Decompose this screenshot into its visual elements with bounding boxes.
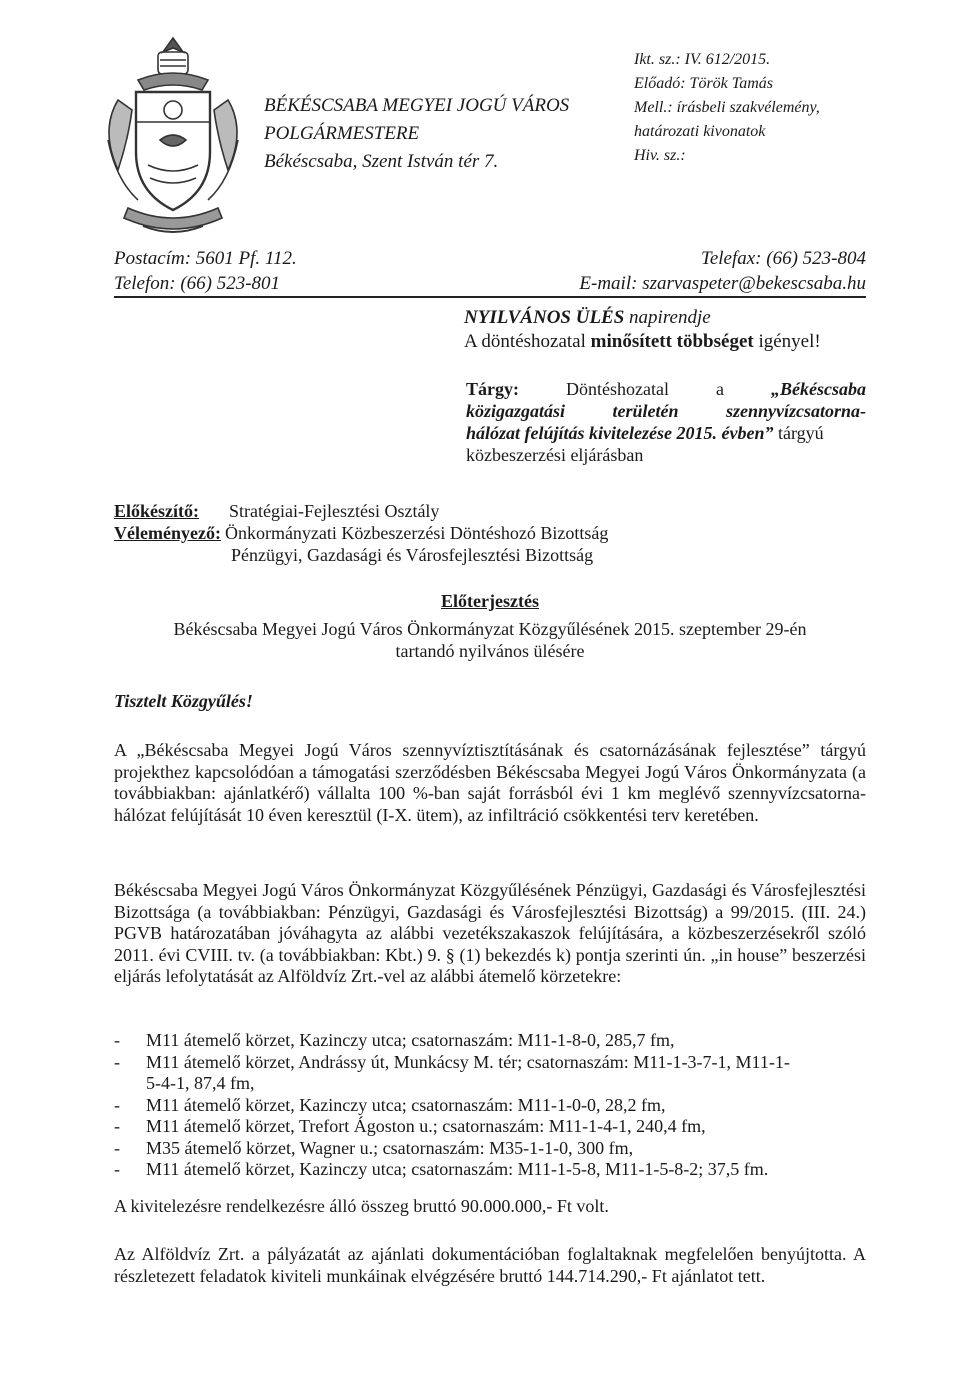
decision-note-pre: A döntéshozatal: [464, 331, 591, 352]
header-divider: [114, 296, 866, 298]
subject-italic: hálózat felújítás kivitelezése 2015. évben”: [466, 423, 774, 443]
subject-word: szennyvízcsatorna-: [725, 401, 866, 421]
preparer-label: Előkészítő:: [114, 501, 199, 521]
list-dash: -: [114, 1116, 120, 1136]
presenter: Előadó: Török Tamás: [634, 75, 773, 92]
list-item: [114, 1116, 866, 1138]
coat-of-arms-emblem: [98, 30, 248, 240]
subject-word: Döntéshozatal: [566, 379, 669, 399]
email-address: E-mail: szarvaspeter@bekescsaba.hu: [579, 273, 866, 294]
attachments: Mell.: írásbeli szakvélemény,: [634, 99, 820, 116]
decision-note-bold: minősített többséget: [590, 331, 754, 352]
paragraph-3: A kivitelezésre rendelkezésre álló összeg bruttó 90.000.000,- Ft volt.: [114, 1196, 609, 1216]
attachments-cont: határozati kivonatok: [634, 123, 766, 140]
list-item-text: M35 átemelő körzet, Wagner u.; csatornaszám: M35-1-1-0, 300 fm,: [146, 1137, 634, 1158]
list-item: [114, 1030, 866, 1052]
fax-number: Telefax: (66) 523-804: [701, 248, 866, 269]
paragraph-1: A „Békéscsaba Megyei Jogú Város szennyvíztisztításának és csatornázásának fejlesztése” tárgyú projekthez kapcsolódóan a támogatási szerződésben Békéscsaba Megyei Jogú Város Önkormányzata (a továbbiakban: ajánlatkérő) vállalta 100 %-ban saját forrásból évi 1 km meglévő szennyvízcsatorna-hálózat felújítását 10 éven keresztül (I-X. ütem), az infiltráció csökkentési terv keretében.: [114, 740, 866, 825]
list-dash: -: [114, 1137, 120, 1158]
list-dash: -: [114, 1051, 120, 1072]
proposal-line1: Békéscsaba Megyei Jogú Város Önkormányzat Közgyűlésének 2015. szeptember 29-én: [173, 619, 807, 639]
list-item-text: M11 átemelő körzet, Kazinczy utca; csatornaszám: M11-1-5-8, M11-1-5-8-2; 37,5 fm.: [146, 1159, 769, 1179]
preparer-value: Stratégiai-Fejlesztési Osztály: [229, 501, 440, 521]
list-item-text: M11 átemelő körzet, Kazinczy utca; csatornaszám: M11-1-8-0, 285,7 fm,: [146, 1030, 675, 1050]
reviewer-value-2: Pénzügyi, Gazdasági és Városfejlesztési Bizottság: [231, 545, 594, 565]
paragraph-2: Békéscsaba Megyei Jogú Város Önkormányzat Közgyűlésének Pénzügyi, Gazdasági és Városfejlesztési Bizottsága (a továbbiakban: Pénzügyi, Gazdasági és Városfejlesztési Bizottság) a 99/2015. (III. 24.) PGVB határozatában jóváhagyta az alábbi vezetékszakaszok felújítására, a közbeszerzésekről szóló 2011. évi CVIII. tv. (a továbbiakban: Kbt.) 9. § (1) bekezdés k) pontja szerinti ún. „in house” beszerzési eljárás lefolytatását az Alföldvíz Zrt.-vel az alábbi átemelő körzetekre:: [114, 880, 866, 986]
list-item: [114, 1052, 866, 1074]
decision-note-post: igényel!: [753, 331, 821, 352]
list-item: [114, 1095, 866, 1117]
org-title: POLGÁRMESTERE: [264, 123, 420, 144]
session-title: NYILVÁNOS ÜLÉS: [464, 307, 625, 328]
list-dash: -: [114, 1030, 120, 1050]
subject-label: Tárgy:: [466, 379, 519, 399]
sewer-section-list: [114, 1030, 866, 1181]
reference-number: Hiv. sz.:: [634, 147, 686, 164]
subject-rest: tárgyú: [773, 423, 824, 443]
list-item: [114, 1159, 866, 1181]
salutation: Tisztelt Közgyűlés!: [114, 691, 253, 711]
list-item: [114, 1138, 866, 1160]
org-name: BÉKÉSCSABA MEGYEI JOGÚ VÁROS: [264, 95, 570, 116]
list-item-text: M11 átemelő körzet, Andrássy út, Munkácsy M. tér; csatornaszám: M11-1-3-7-1, M11-1-: [146, 1051, 790, 1072]
phone-number: Telefon: (66) 523-801: [114, 273, 281, 294]
proposal-title: Előterjesztés: [441, 591, 539, 611]
postal-address: Postacím: 5601 Pf. 112.: [114, 248, 297, 269]
reviewer-label: Véleményező:: [114, 523, 221, 543]
subject-word: területén: [612, 401, 679, 421]
subject-word: a: [716, 379, 724, 399]
paragraph-4: Az Alföldvíz Zrt. a pályázatát az ajánlati dokumentációban foglaltaknak megfelelően benyújtotta. A részletezett feladatok kiviteli munkáinak elvégzésére bruttó 144.714.290,- Ft ajánlatot tett.: [114, 1244, 866, 1286]
subject-word: közigazgatási: [466, 401, 566, 421]
session-title-suffix: napirendje: [624, 307, 711, 328]
list-item-continuation: 5-4-1, 87,4 fm,: [146, 1073, 255, 1093]
org-address: Békéscsaba, Szent István tér 7.: [264, 151, 499, 172]
subject-word: „Békéscsaba: [771, 379, 866, 399]
proposal-line2: tartandó nyilvános ülésére: [395, 641, 585, 661]
list-item-text: M11 átemelő körzet, Kazinczy utca; csatornaszám: M11-1-0-0, 28,2 fm,: [146, 1094, 666, 1115]
filing-number: Ikt. sz.: IV. 612/2015.: [634, 51, 771, 68]
list-dash: -: [114, 1159, 120, 1179]
list-item-text: M11 átemelő körzet, Trefort Ágoston u.; csatornaszám: M11-1-4-1, 240,4 fm,: [146, 1116, 706, 1136]
subject-last-line: közbeszerzési eljárásban: [466, 445, 644, 465]
reviewer-value: Önkormányzati Közbeszerzési Döntéshozó Bizottság: [224, 523, 609, 543]
list-dash: -: [114, 1094, 120, 1115]
